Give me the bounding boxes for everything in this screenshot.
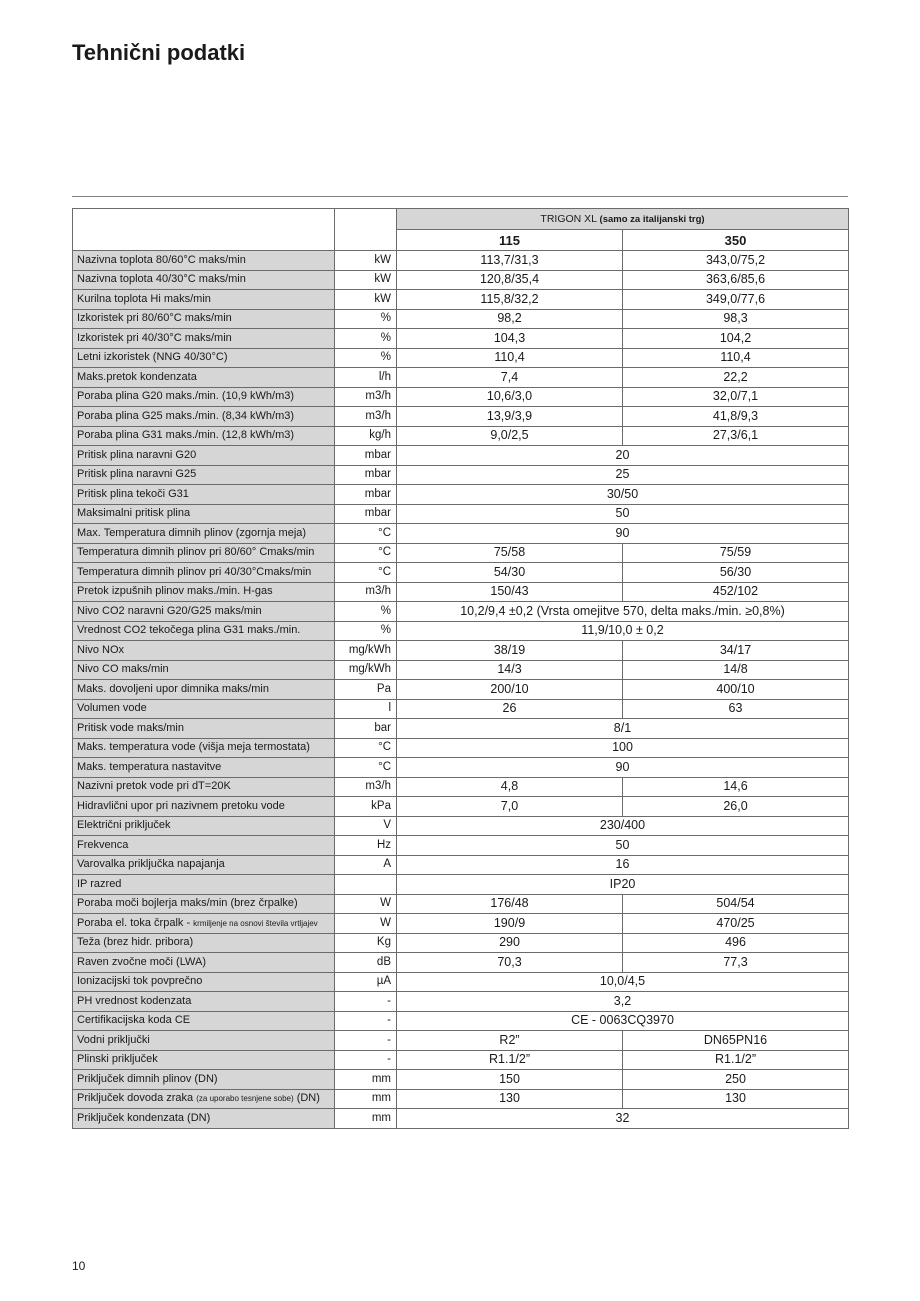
parameter-label: Nivo CO2 naravni G20/G25 maks/min [77, 604, 262, 617]
unit-cell: V [335, 816, 397, 836]
unit-cell: - [335, 1031, 397, 1051]
parameter-cell [73, 1031, 335, 1051]
unit-cell: bar [335, 719, 397, 739]
parameter-cell [73, 1050, 335, 1070]
table-row [73, 660, 849, 680]
parameter-label: Nivo NOx [77, 643, 125, 656]
value-cell-350: 130 [623, 1089, 849, 1109]
unit-cell: kg/h [335, 426, 397, 446]
parameter-label: Pritisk plina naravni G20 [77, 448, 197, 461]
value-cell-115: 113,7/31,3 [397, 251, 623, 271]
value-cell-350: 470/25 [623, 914, 849, 934]
unit-cell: mbar [335, 504, 397, 524]
parameter-label: Poraba moči bojlerja maks/min (brez črpalke) [77, 897, 298, 910]
value-cell-350: 343,0/75,2 [623, 251, 849, 271]
value-cell-350: 363,6/85,6 [623, 270, 849, 290]
parameter-cell [73, 1070, 335, 1090]
unit-cell: m3/h [335, 407, 397, 427]
unit-cell: Pa [335, 680, 397, 700]
value-cell-115: 7,0 [397, 797, 623, 817]
table-row [73, 992, 849, 1012]
value-cell-350: 504/54 [623, 894, 849, 914]
header-divider [72, 196, 848, 197]
unit-cell: W [335, 894, 397, 914]
unit-cell: - [335, 992, 397, 1012]
value-cell-shared: 50 [397, 504, 849, 524]
value-cell-350: 77,3 [623, 953, 849, 973]
value-cell-115: 200/10 [397, 680, 623, 700]
table-row [73, 485, 849, 505]
table-row [73, 621, 849, 641]
unit-cell: mbar [335, 446, 397, 466]
table-row [73, 953, 849, 973]
page-number: 10 [72, 1259, 86, 1273]
unit-cell: Hz [335, 836, 397, 856]
parameter-cell [73, 465, 335, 485]
value-cell-350: DN65PN16 [623, 1031, 849, 1051]
table-row [73, 368, 849, 388]
parameter-label: Priključek kondenzata (DN) [77, 1111, 211, 1124]
unit-cell: A [335, 855, 397, 875]
value-cell-350: 32,0/7,1 [623, 387, 849, 407]
parameter-cell [73, 407, 335, 427]
unit-cell: % [335, 621, 397, 641]
unit-cell: l/h [335, 368, 397, 388]
unit-cell: Kg [335, 933, 397, 953]
parameter-cell [73, 1011, 335, 1031]
table-row [73, 446, 849, 466]
table-row [73, 309, 849, 329]
value-cell-shared: 50 [397, 836, 849, 856]
value-cell-shared: 230/400 [397, 816, 849, 836]
unit-cell: kW [335, 270, 397, 290]
parameter-cell [73, 641, 335, 661]
parameter-cell [73, 290, 335, 310]
unit-cell: - [335, 1050, 397, 1070]
table-row [73, 797, 849, 817]
unit-cell: W [335, 914, 397, 934]
unit-cell: kW [335, 290, 397, 310]
parameter-cell [73, 738, 335, 758]
value-cell-115: 190/9 [397, 914, 623, 934]
parameter-cell [73, 563, 335, 583]
value-cell-shared: CE - 0063CQ3970 [397, 1011, 849, 1031]
table-row [73, 270, 849, 290]
value-cell-shared: 10,2/9,4 ±0,2 (Vrsta omejitve 570, delta maks./min. ≥0,8%) [397, 602, 849, 622]
value-cell-115: 26 [397, 699, 623, 719]
unit-cell: dB [335, 953, 397, 973]
unit-cell: mg/kWh [335, 660, 397, 680]
unit-cell: mbar [335, 465, 397, 485]
value-cell-350: 110,4 [623, 348, 849, 368]
unit-cell: mm [335, 1109, 397, 1129]
value-cell-350: 26,0 [623, 797, 849, 817]
parameter-label: Pritisk plina tekoči G31 [77, 487, 189, 500]
value-cell-shared: 3,2 [397, 992, 849, 1012]
value-cell-115: 54/30 [397, 563, 623, 583]
parameter-label: Poraba plina G31 maks./min. (12,8 kWh/m3) [77, 429, 295, 442]
parameter-cell [73, 699, 335, 719]
table-row [73, 251, 849, 271]
value-cell-115: 130 [397, 1089, 623, 1109]
table-row [73, 543, 849, 563]
unit-cell: l [335, 699, 397, 719]
parameter-label: Raven zvočne moči (LWA) [77, 955, 206, 968]
parameter-cell [73, 914, 335, 934]
parameter-cell [73, 758, 335, 778]
parameter-cell [73, 524, 335, 544]
table-row [73, 894, 849, 914]
value-cell-350: 75/59 [623, 543, 849, 563]
value-cell-350: 250 [623, 1070, 849, 1090]
product-market-note: (samo za italijanski trg) [599, 213, 705, 225]
table-row [73, 348, 849, 368]
parameter-cell [73, 992, 335, 1012]
parameter-cell [73, 972, 335, 992]
parameter-label: Pritisk vode maks/min [77, 721, 184, 734]
parameter-cell [73, 329, 335, 349]
unit-cell: mg/kWh [335, 641, 397, 661]
parameter-label: Letni izkoristek (NNG 40/30°C) [77, 351, 228, 364]
parameter-label: Poraba plina G25 maks./min. (8,34 kWh/m3) [77, 409, 295, 422]
value-cell-shared: 10,0/4,5 [397, 972, 849, 992]
table-row [73, 855, 849, 875]
value-cell-350: 400/10 [623, 680, 849, 700]
unit-cell: °C [335, 524, 397, 544]
table-row [73, 1089, 849, 1109]
parameter-cell [73, 485, 335, 505]
parameter-cell [73, 426, 335, 446]
table-row [73, 1050, 849, 1070]
table-row [73, 914, 849, 934]
value-cell-350: 98,3 [623, 309, 849, 329]
unit-cell: m3/h [335, 582, 397, 602]
unit-cell: % [335, 329, 397, 349]
table-row [73, 504, 849, 524]
table-row [73, 972, 849, 992]
parameter-label: Električni priključek [77, 819, 171, 832]
unit-cell: °C [335, 738, 397, 758]
parameter-suffix: (DN) [293, 1092, 320, 1105]
value-cell-115: 70,3 [397, 953, 623, 973]
parameter-cell [73, 543, 335, 563]
product-group-header [397, 209, 849, 230]
parameter-cell [73, 855, 335, 875]
value-cell-115: 38/19 [397, 641, 623, 661]
value-cell-shared: 11,9/10,0 ± 0,2 [397, 621, 849, 641]
value-cell-350: 14,6 [623, 777, 849, 797]
parameter-label: PH vrednost kodenzata [77, 994, 192, 1007]
unit-cell: °C [335, 563, 397, 583]
table-row [73, 602, 849, 622]
table-row [73, 563, 849, 583]
table-row [73, 524, 849, 544]
value-cell-115: 150/43 [397, 582, 623, 602]
value-cell-350: 496 [623, 933, 849, 953]
parameter-label: Maks.pretok kondenzata [77, 370, 197, 383]
unit-cell: % [335, 309, 397, 329]
parameter-label: Maks. temperatura nastavitve [77, 760, 222, 773]
value-cell-115: 290 [397, 933, 623, 953]
parameter-cell [73, 719, 335, 739]
parameter-cell [73, 582, 335, 602]
parameter-note: krmiljenje na osnovi števila vrtljajev [193, 918, 318, 928]
table-row [73, 719, 849, 739]
value-cell-shared: 32 [397, 1109, 849, 1129]
value-cell-115: 14/3 [397, 660, 623, 680]
table-group-header-row [73, 209, 849, 230]
value-cell-shared: 100 [397, 738, 849, 758]
parameter-cell [73, 875, 335, 895]
table-row [73, 1031, 849, 1051]
parameter-label: Poraba el. toka črpalk - [77, 916, 194, 929]
parameter-label: Temperatura dimnih plinov pri 40/30°Cmaks/min [77, 565, 312, 578]
unit-cell: mm [335, 1089, 397, 1109]
header-unit-cell [335, 209, 397, 251]
parameter-label: Izkoristek pri 40/30°C maks/min [77, 331, 232, 344]
table-row [73, 738, 849, 758]
value-cell-350: 34/17 [623, 641, 849, 661]
value-cell-350: 56/30 [623, 563, 849, 583]
table-row [73, 1070, 849, 1090]
table-row [73, 426, 849, 446]
parameter-label: Hidravlični upor pri nazivnem pretoku vode [77, 799, 285, 812]
unit-cell: mbar [335, 485, 397, 505]
model-header-115: 115 [397, 230, 623, 251]
parameter-label: Izkoristek pri 80/60°C maks/min [77, 312, 232, 325]
parameter-cell [73, 894, 335, 914]
parameter-label: Teža (brez hidr. pribora) [77, 936, 194, 949]
parameter-label: Poraba plina G20 maks./min. (10,9 kWh/m3) [77, 390, 295, 403]
value-cell-shared: 90 [397, 758, 849, 778]
table-row [73, 407, 849, 427]
value-cell-115: 75/58 [397, 543, 623, 563]
table-row [73, 836, 849, 856]
unit-cell: mm [335, 1070, 397, 1090]
table-row [73, 816, 849, 836]
page-title: Tehnični podatki [72, 40, 246, 65]
header-param-cell [73, 209, 335, 251]
parameter-cell [73, 602, 335, 622]
table-body [73, 251, 849, 1129]
parameter-cell [73, 836, 335, 856]
unit-cell: - [335, 1011, 397, 1031]
table-row [73, 1109, 849, 1129]
parameter-label: Varovalka priključka napajanja [77, 858, 225, 871]
value-cell-115: 13,9/3,9 [397, 407, 623, 427]
table-row [73, 387, 849, 407]
parameter-cell [73, 1109, 335, 1129]
unit-cell: kPa [335, 797, 397, 817]
parameter-cell [73, 777, 335, 797]
parameter-cell [73, 953, 335, 973]
value-cell-shared: 20 [397, 446, 849, 466]
parameter-cell [73, 504, 335, 524]
parameter-label: Priključek dovoda zraka [77, 1092, 197, 1105]
value-cell-shared: IP20 [397, 875, 849, 895]
unit-cell [335, 875, 397, 895]
table-row [73, 1011, 849, 1031]
value-cell-115: 104,3 [397, 329, 623, 349]
parameter-label: Maks. dovoljeni upor dimnika maks/min [77, 682, 269, 695]
table-row [73, 290, 849, 310]
parameter-cell [73, 933, 335, 953]
parameter-cell [73, 387, 335, 407]
table-row [73, 777, 849, 797]
table-row [73, 758, 849, 778]
parameter-label: Kurilna toplota Hi maks/min [77, 292, 211, 305]
table-row [73, 465, 849, 485]
value-cell-350: 14/8 [623, 660, 849, 680]
value-cell-shared: 25 [397, 465, 849, 485]
table-row [73, 329, 849, 349]
unit-cell: µA [335, 972, 397, 992]
parameter-label: Nivo CO maks/min [77, 663, 169, 676]
table-row [73, 933, 849, 953]
unit-cell: m3/h [335, 387, 397, 407]
value-cell-115: R1.1/2” [397, 1050, 623, 1070]
parameter-label: Volumen vode [77, 702, 147, 715]
model-header-350: 350 [623, 230, 849, 251]
parameter-label: Ionizacijski tok povprečno [77, 975, 203, 988]
value-cell-115: 10,6/3,0 [397, 387, 623, 407]
parameter-cell [73, 251, 335, 271]
parameter-cell [73, 797, 335, 817]
parameter-label: Plinski priključek [77, 1053, 158, 1066]
parameter-label: Max. Temperatura dimnih plinov (zgornja meja) [77, 526, 307, 539]
value-cell-115: 7,4 [397, 368, 623, 388]
parameter-label: Vrednost CO2 tekočega plina G31 maks./min. [77, 624, 301, 637]
value-cell-115: R2” [397, 1031, 623, 1051]
table-row [73, 582, 849, 602]
value-cell-115: 115,8/32,2 [397, 290, 623, 310]
parameter-cell [73, 348, 335, 368]
parameter-label: Pritisk plina naravni G25 [77, 468, 197, 481]
value-cell-350: 63 [623, 699, 849, 719]
value-cell-350: 27,3/6,1 [623, 426, 849, 446]
value-cell-shared: 30/50 [397, 485, 849, 505]
table-row [73, 699, 849, 719]
unit-cell: % [335, 348, 397, 368]
value-cell-350: 22,2 [623, 368, 849, 388]
parameter-cell [73, 270, 335, 290]
value-cell-115: 150 [397, 1070, 623, 1090]
parameter-label: Certifikacijska koda CE [77, 1014, 191, 1027]
parameter-cell [73, 446, 335, 466]
unit-cell: kW [335, 251, 397, 271]
value-cell-350: 41,8/9,3 [623, 407, 849, 427]
parameter-label: Temperatura dimnih plinov pri 80/60° Cmaks/min [77, 546, 315, 559]
parameter-note: (za uporabo tesnjene sobe) [196, 1094, 294, 1104]
parameter-cell [73, 680, 335, 700]
parameter-cell [73, 816, 335, 836]
value-cell-shared: 8/1 [397, 719, 849, 739]
parameter-label: Pretok izpušnih plinov maks./min. H-gas [77, 585, 273, 598]
parameter-label: Nazivna toplota 40/30°C maks/min [77, 273, 246, 286]
value-cell-115: 120,8/35,4 [397, 270, 623, 290]
value-cell-shared: 16 [397, 855, 849, 875]
parameter-label: Maksimalni pritisk plina [77, 507, 191, 520]
value-cell-115: 98,2 [397, 309, 623, 329]
unit-cell: m3/h [335, 777, 397, 797]
parameter-label: Nazivna toplota 80/60°C maks/min [77, 253, 246, 266]
parameter-cell [73, 1089, 335, 1109]
product-name: TRIGON XL [540, 212, 600, 225]
parameter-cell [73, 309, 335, 329]
value-cell-350: R1.1/2” [623, 1050, 849, 1070]
value-cell-350: 452/102 [623, 582, 849, 602]
parameter-label: Maks. temperatura vode (višja meja termostata) [77, 741, 310, 754]
parameter-cell [73, 660, 335, 680]
value-cell-350: 349,0/77,6 [623, 290, 849, 310]
value-cell-115: 176/48 [397, 894, 623, 914]
value-cell-115: 9,0/2,5 [397, 426, 623, 446]
parameter-cell [73, 368, 335, 388]
parameter-label: Priključek dimnih plinov (DN) [77, 1072, 218, 1085]
technical-data-table [72, 208, 849, 1129]
unit-cell: % [335, 602, 397, 622]
value-cell-350: 104,2 [623, 329, 849, 349]
table-row [73, 680, 849, 700]
value-cell-shared: 90 [397, 524, 849, 544]
table-row [73, 875, 849, 895]
value-cell-115: 110,4 [397, 348, 623, 368]
parameter-label: Frekvenca [77, 838, 129, 851]
parameter-label: Nazivni pretok vode pri dT=20K [77, 780, 231, 793]
table-row [73, 641, 849, 661]
parameter-label: Vodni priključki [77, 1033, 150, 1046]
value-cell-115: 4,8 [397, 777, 623, 797]
parameter-cell [73, 621, 335, 641]
unit-cell: °C [335, 543, 397, 563]
unit-cell: °C [335, 758, 397, 778]
parameter-label: IP razred [77, 877, 122, 890]
